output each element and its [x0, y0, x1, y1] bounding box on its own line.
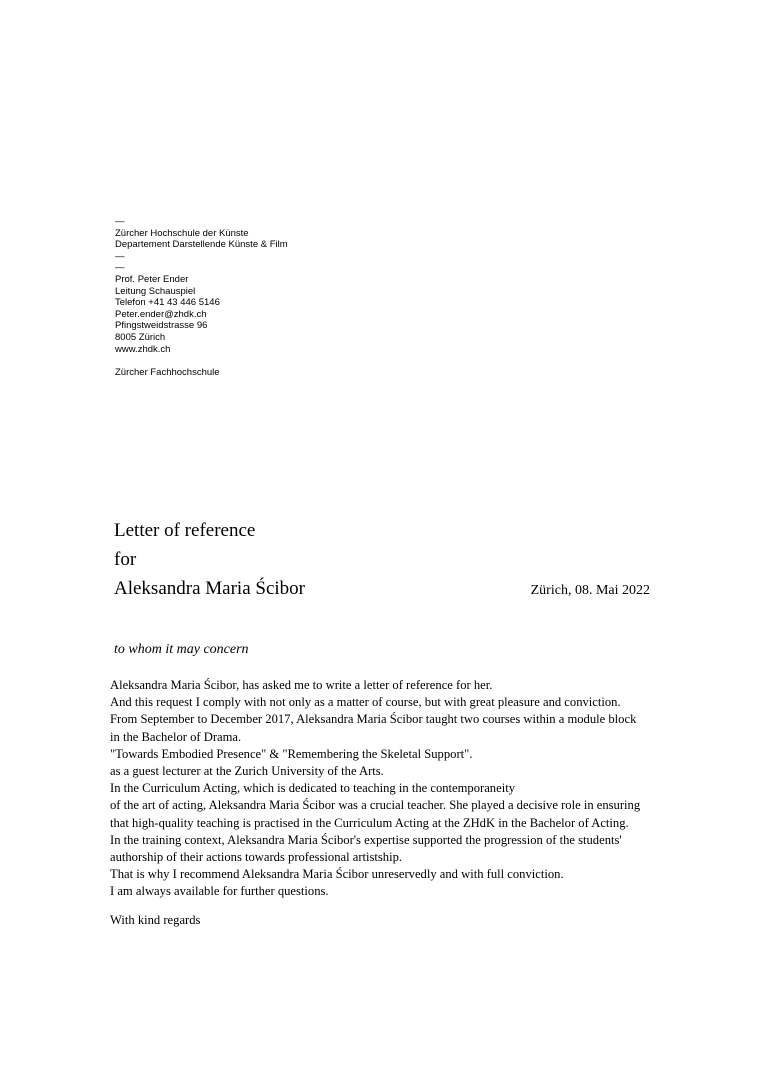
body-line: That is why I recommend Aleksandra Maria Ścibor unreservedly and with full conviction. — [110, 867, 564, 882]
body-line: And this request I comply with not only as a matter of course, but with great pleasure and conviction. — [110, 695, 621, 710]
body-line: that high-quality teaching is practised in the Curriculum Acting at the ZHdK in the Bachelor of Acting. — [110, 815, 629, 830]
institution-name: Zürcher Hochschule der Künste — [115, 227, 249, 239]
body-line: as a guest lecturer at the Zurich University of the Arts. — [110, 764, 384, 779]
sender-street: Pfingstweidstrasse 96 — [115, 320, 208, 332]
title-line-1: Letter of reference — [114, 520, 256, 541]
letter-title — [114, 516, 650, 605]
body-line: In the training context, Aleksandra Maria Ścibor's expertise supported the progression of the students' — [110, 832, 622, 847]
body-line: "Towards Embodied Presence" & "Remembering the Skeletal Support". — [110, 746, 473, 761]
salutation: to whom it may concern — [114, 642, 249, 657]
title-row — [114, 574, 650, 605]
sender-website: www.zhdk.ch — [115, 343, 171, 355]
letterhead-line: — — [115, 216, 125, 227]
recipient-name: Aleksandra Maria Ścibor — [114, 578, 305, 599]
letter-body — [110, 677, 670, 901]
letterhead-line: — — [115, 262, 125, 274]
body-line: authorship of their actions towards professional artistship. — [110, 850, 403, 865]
closing: With kind regards — [110, 913, 201, 927]
sender-role: Leitung Schauspiel — [115, 285, 196, 297]
body-line: in the Bachelor of Drama. — [110, 729, 242, 744]
university-name: Zürcher Fachhochschule — [115, 366, 220, 378]
title-line-2: for — [114, 549, 137, 570]
body-line: I am always available for further questions. — [110, 884, 329, 899]
department-name: Departement Darstellende Künste & Film — [115, 239, 288, 251]
sender-phone: Telefon +41 43 446 5146 — [115, 297, 220, 309]
sender-email: Peter.ender@zhdk.ch — [115, 308, 207, 320]
letter-date: Zürich, 08. Mai 2022 — [530, 583, 650, 598]
letterhead — [115, 216, 288, 378]
letterhead-spacer — [115, 355, 288, 367]
letterhead-line: — — [115, 250, 125, 262]
sender-name: Prof. Peter Ender — [115, 273, 189, 285]
body-line: In the Curriculum Acting, which is dedicated to teaching in the contemporaneity — [110, 781, 515, 796]
body-line: of the art of acting, Aleksandra Maria Ścibor was a crucial teacher. She played a decisive role in ensuring — [110, 798, 641, 813]
body-line: From September to December 2017, Aleksandra Maria Ścibor taught two courses within a module block — [110, 712, 637, 727]
sender-city: 8005 Zürich — [115, 331, 166, 343]
body-line: Aleksandra Maria Ścibor, has asked me to write a letter of reference for her. — [110, 678, 493, 692]
